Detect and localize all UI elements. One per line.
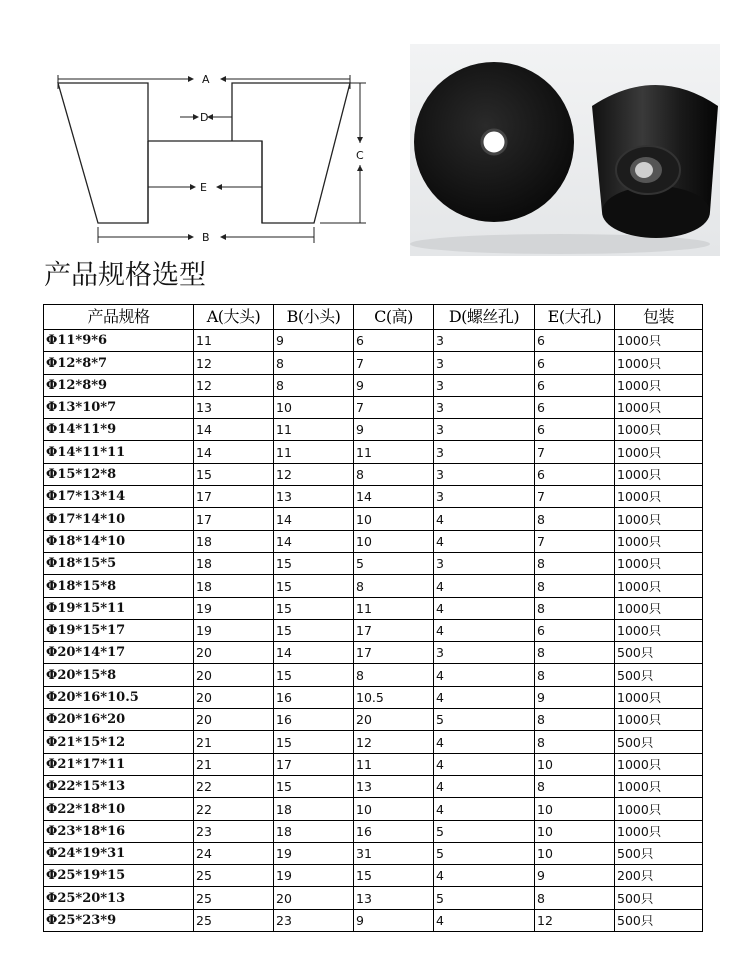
cell-a: 14	[194, 441, 274, 463]
cell-e: 8	[535, 597, 615, 619]
cell-spec: Φ17*13*14	[44, 486, 194, 508]
cell-b: 14	[274, 642, 354, 664]
cell-b: 18	[274, 798, 354, 820]
cell-b: 16	[274, 709, 354, 731]
header-e: E(大孔)	[535, 305, 615, 330]
cell-b: 15	[274, 731, 354, 753]
cell-spec: Φ18*14*10	[44, 530, 194, 552]
cell-d: 4	[434, 686, 535, 708]
cell-a: 15	[194, 463, 274, 485]
cell-a: 11	[194, 330, 274, 352]
cell-b: 8	[274, 352, 354, 374]
cell-b: 11	[274, 419, 354, 441]
cell-a: 13	[194, 396, 274, 418]
cell-packaging: 1000只	[615, 352, 703, 374]
cell-a: 22	[194, 798, 274, 820]
cell-spec: Φ25*19*15	[44, 865, 194, 887]
cell-c: 10	[354, 508, 434, 530]
cell-e: 6	[535, 619, 615, 641]
cell-d: 3	[434, 396, 535, 418]
cell-b: 12	[274, 463, 354, 485]
table-row	[44, 842, 703, 864]
cell-d: 3	[434, 486, 535, 508]
cell-d: 4	[434, 619, 535, 641]
cell-e: 6	[535, 396, 615, 418]
cell-d: 4	[434, 909, 535, 931]
cell-a: 12	[194, 352, 274, 374]
cell-spec: Φ14*11*9	[44, 419, 194, 441]
table-row	[44, 753, 703, 775]
table-row	[44, 419, 703, 441]
cell-c: 13	[354, 887, 434, 909]
cell-c: 17	[354, 642, 434, 664]
table-row	[44, 396, 703, 418]
cell-b: 15	[274, 619, 354, 641]
cell-c: 11	[354, 753, 434, 775]
table-row	[44, 731, 703, 753]
cell-d: 5	[434, 842, 535, 864]
cell-a: 19	[194, 597, 274, 619]
header-a: A(大头)	[194, 305, 274, 330]
cell-spec: Φ23*18*16	[44, 820, 194, 842]
cell-packaging: 1000只	[615, 820, 703, 842]
cell-e: 9	[535, 686, 615, 708]
table-row	[44, 552, 703, 574]
cell-b: 18	[274, 820, 354, 842]
cell-b: 9	[274, 330, 354, 352]
cell-a: 20	[194, 709, 274, 731]
cell-b: 15	[274, 552, 354, 574]
cell-packaging: 500只	[615, 842, 703, 864]
cell-a: 17	[194, 508, 274, 530]
cell-c: 11	[354, 597, 434, 619]
product-photo	[410, 44, 720, 256]
cell-e: 10	[535, 753, 615, 775]
cell-spec: Φ25*23*9	[44, 909, 194, 931]
cell-e: 7	[535, 530, 615, 552]
cell-a: 22	[194, 775, 274, 797]
label-b: B	[202, 231, 210, 244]
cell-a: 25	[194, 909, 274, 931]
table-row	[44, 486, 703, 508]
header-d: D(螺丝孔)	[434, 305, 535, 330]
cell-e: 8	[535, 575, 615, 597]
cell-e: 8	[535, 508, 615, 530]
table-row	[44, 530, 703, 552]
cell-d: 3	[434, 642, 535, 664]
cell-a: 20	[194, 664, 274, 686]
cell-packaging: 1000只	[615, 686, 703, 708]
cell-e: 7	[535, 486, 615, 508]
cell-b: 14	[274, 508, 354, 530]
cell-b: 15	[274, 575, 354, 597]
cell-spec: Φ18*15*5	[44, 552, 194, 574]
cell-packaging: 1000只	[615, 775, 703, 797]
label-d: D	[200, 111, 209, 124]
cell-spec: Φ13*10*7	[44, 396, 194, 418]
cell-spec: Φ20*15*8	[44, 664, 194, 686]
cell-packaging: 1000只	[615, 508, 703, 530]
cell-e: 7	[535, 441, 615, 463]
cell-packaging: 1000只	[615, 530, 703, 552]
cell-a: 18	[194, 530, 274, 552]
cell-d: 3	[434, 552, 535, 574]
cell-d: 4	[434, 575, 535, 597]
cell-d: 4	[434, 798, 535, 820]
table-row	[44, 597, 703, 619]
cell-e: 8	[535, 642, 615, 664]
cell-c: 9	[354, 374, 434, 396]
cell-a: 14	[194, 419, 274, 441]
cell-spec: Φ21*15*12	[44, 731, 194, 753]
label-e: E	[200, 181, 207, 194]
cell-b: 15	[274, 597, 354, 619]
cell-packaging: 1000只	[615, 441, 703, 463]
cell-packaging: 1000只	[615, 396, 703, 418]
cell-spec: Φ24*19*31	[44, 842, 194, 864]
cell-packaging: 1000只	[615, 619, 703, 641]
table-row	[44, 686, 703, 708]
cell-e: 10	[535, 842, 615, 864]
cell-b: 20	[274, 887, 354, 909]
cell-e: 12	[535, 909, 615, 931]
cell-a: 25	[194, 887, 274, 909]
cell-c: 13	[354, 775, 434, 797]
cell-d: 4	[434, 597, 535, 619]
cell-packaging: 1000只	[615, 486, 703, 508]
cell-d: 4	[434, 753, 535, 775]
cell-spec: Φ22*15*13	[44, 775, 194, 797]
cell-d: 3	[434, 419, 535, 441]
cell-b: 8	[274, 374, 354, 396]
cell-a: 18	[194, 575, 274, 597]
cell-c: 31	[354, 842, 434, 864]
cell-e: 8	[535, 775, 615, 797]
cell-spec: Φ20*16*10.5	[44, 686, 194, 708]
cell-spec: Φ20*14*17	[44, 642, 194, 664]
cell-spec: Φ22*18*10	[44, 798, 194, 820]
table-row	[44, 642, 703, 664]
cell-b: 19	[274, 842, 354, 864]
cell-c: 7	[354, 396, 434, 418]
cell-packaging: 1000只	[615, 753, 703, 775]
cell-packaging: 1000只	[615, 709, 703, 731]
cell-a: 18	[194, 552, 274, 574]
dimension-diagram	[40, 55, 380, 255]
cell-packaging: 1000只	[615, 597, 703, 619]
header-packaging: 包装	[615, 305, 703, 330]
cell-c: 20	[354, 709, 434, 731]
cell-a: 24	[194, 842, 274, 864]
cell-c: 8	[354, 575, 434, 597]
cell-d: 5	[434, 887, 535, 909]
cell-packaging: 1000只	[615, 552, 703, 574]
header-spec: 产品规格	[44, 305, 194, 330]
cell-d: 5	[434, 820, 535, 842]
cell-b: 11	[274, 441, 354, 463]
cell-b: 13	[274, 486, 354, 508]
cell-spec: Φ15*12*8	[44, 463, 194, 485]
cell-spec: Φ14*11*11	[44, 441, 194, 463]
cell-b: 10	[274, 396, 354, 418]
cell-d: 4	[434, 775, 535, 797]
cell-packaging: 500只	[615, 664, 703, 686]
cell-e: 8	[535, 887, 615, 909]
cell-spec: Φ12*8*9	[44, 374, 194, 396]
table-row	[44, 664, 703, 686]
cell-e: 8	[535, 552, 615, 574]
header-b: B(小头)	[274, 305, 354, 330]
cell-b: 15	[274, 775, 354, 797]
table-row	[44, 463, 703, 485]
cell-b: 14	[274, 530, 354, 552]
cell-packaging: 1000只	[615, 419, 703, 441]
cell-spec: Φ19*15*11	[44, 597, 194, 619]
cell-b: 19	[274, 865, 354, 887]
cell-packaging: 500只	[615, 642, 703, 664]
cell-spec: Φ12*8*7	[44, 352, 194, 374]
table-row	[44, 330, 703, 352]
cell-d: 3	[434, 463, 535, 485]
cell-c: 5	[354, 552, 434, 574]
cell-c: 6	[354, 330, 434, 352]
table-header-row	[44, 305, 703, 330]
cell-c: 7	[354, 352, 434, 374]
cell-packaging: 200只	[615, 865, 703, 887]
label-a: A	[202, 73, 210, 86]
table-row	[44, 820, 703, 842]
cell-spec: Φ19*15*17	[44, 619, 194, 641]
cell-e: 8	[535, 664, 615, 686]
cell-d: 4	[434, 508, 535, 530]
cell-packaging: 1000只	[615, 463, 703, 485]
cell-c: 9	[354, 419, 434, 441]
cell-a: 12	[194, 374, 274, 396]
table-row	[44, 709, 703, 731]
part-outline	[58, 83, 350, 223]
cell-packaging: 1000只	[615, 330, 703, 352]
cell-a: 19	[194, 619, 274, 641]
label-c: C	[356, 149, 364, 162]
cell-e: 6	[535, 374, 615, 396]
table-row	[44, 508, 703, 530]
cell-b: 17	[274, 753, 354, 775]
cell-e: 9	[535, 865, 615, 887]
cell-e: 6	[535, 330, 615, 352]
cell-c: 17	[354, 619, 434, 641]
cell-d: 3	[434, 352, 535, 374]
table-row	[44, 775, 703, 797]
cell-c: 10	[354, 798, 434, 820]
cell-c: 8	[354, 463, 434, 485]
cell-e: 8	[535, 731, 615, 753]
cell-a: 20	[194, 686, 274, 708]
cell-c: 11	[354, 441, 434, 463]
cell-c: 14	[354, 486, 434, 508]
cell-d: 4	[434, 865, 535, 887]
cell-b: 15	[274, 664, 354, 686]
table-row	[44, 909, 703, 931]
table-row	[44, 887, 703, 909]
cell-c: 10.5	[354, 686, 434, 708]
cell-a: 23	[194, 820, 274, 842]
cell-packaging: 1000只	[615, 374, 703, 396]
cell-e: 10	[535, 798, 615, 820]
cell-c: 9	[354, 909, 434, 931]
cell-spec: Φ18*15*8	[44, 575, 194, 597]
header-c: C(高)	[354, 305, 434, 330]
table-row	[44, 374, 703, 396]
table-row	[44, 575, 703, 597]
cell-c: 16	[354, 820, 434, 842]
section-title: 产品规格选型	[44, 260, 206, 291]
cell-spec: Φ21*17*11	[44, 753, 194, 775]
cell-e: 6	[535, 463, 615, 485]
cell-d: 4	[434, 530, 535, 552]
cell-d: 5	[434, 709, 535, 731]
cell-d: 3	[434, 441, 535, 463]
cell-a: 20	[194, 642, 274, 664]
table-row	[44, 352, 703, 374]
cell-d: 4	[434, 731, 535, 753]
cell-b: 23	[274, 909, 354, 931]
cell-c: 12	[354, 731, 434, 753]
cell-d: 4	[434, 664, 535, 686]
table-row	[44, 865, 703, 887]
cell-packaging: 1000只	[615, 798, 703, 820]
cell-c: 15	[354, 865, 434, 887]
cell-packaging: 500只	[615, 909, 703, 931]
cell-b: 16	[274, 686, 354, 708]
table-row	[44, 441, 703, 463]
cell-a: 25	[194, 865, 274, 887]
cell-spec: Φ17*14*10	[44, 508, 194, 530]
cell-d: 3	[434, 374, 535, 396]
spec-table	[43, 304, 703, 932]
table-row	[44, 619, 703, 641]
cell-c: 10	[354, 530, 434, 552]
table-row	[44, 798, 703, 820]
cell-d: 3	[434, 330, 535, 352]
cell-packaging: 500只	[615, 887, 703, 909]
cell-a: 17	[194, 486, 274, 508]
cell-packaging: 1000只	[615, 575, 703, 597]
cell-e: 10	[535, 820, 615, 842]
cell-spec: Φ20*16*20	[44, 709, 194, 731]
cell-spec: Φ11*9*6	[44, 330, 194, 352]
cell-e: 8	[535, 709, 615, 731]
cell-c: 8	[354, 664, 434, 686]
cell-e: 6	[535, 419, 615, 441]
cell-e: 6	[535, 352, 615, 374]
cell-a: 21	[194, 753, 274, 775]
cell-spec: Φ25*20*13	[44, 887, 194, 909]
cell-a: 21	[194, 731, 274, 753]
table-body	[44, 330, 703, 932]
cell-packaging: 500只	[615, 731, 703, 753]
